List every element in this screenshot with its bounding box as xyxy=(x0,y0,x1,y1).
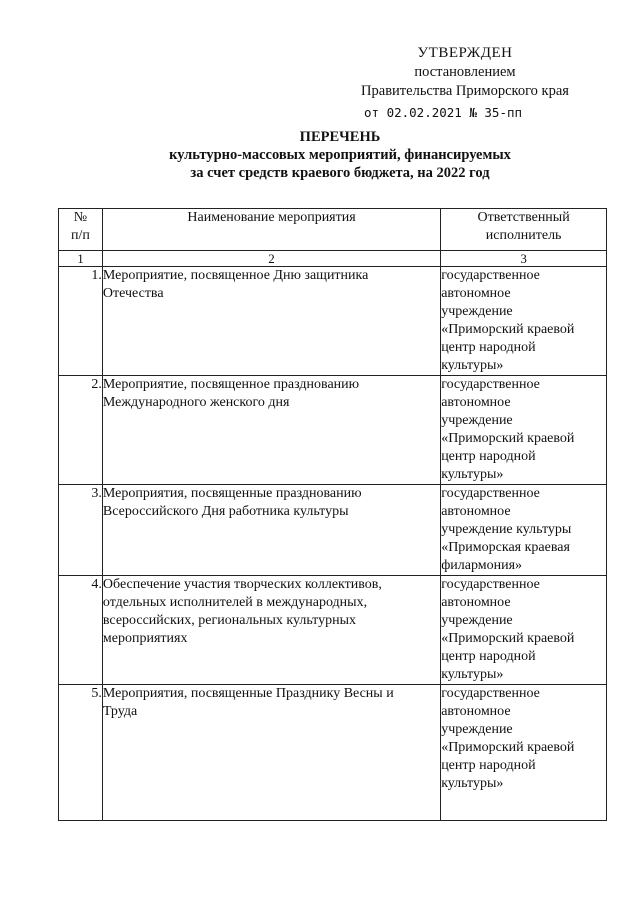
event-name xyxy=(102,485,440,576)
responsible-line: центр народной xyxy=(441,758,536,773)
row-number: 2. xyxy=(59,376,103,485)
responsible-executor xyxy=(441,485,607,576)
responsible-line: автономное xyxy=(441,395,511,410)
approval-line-decree: постановлением xyxy=(414,64,516,80)
responsible-line: культуры» xyxy=(441,358,504,373)
responsible-line: государственное xyxy=(441,268,540,283)
table-header-row xyxy=(59,209,607,251)
event-name xyxy=(102,376,440,485)
responsible-line: учреждение xyxy=(441,304,513,319)
responsible-line: «Приморский краевой xyxy=(441,431,575,446)
event-name-line: Всероссийского Дня работника культуры xyxy=(102,504,349,519)
event-name-line: Международного женского дня xyxy=(102,395,290,410)
table-row xyxy=(59,376,607,485)
approval-stamp xyxy=(340,44,590,122)
event-name-line: мероприятиях xyxy=(102,631,188,646)
responsible-executor xyxy=(441,685,607,821)
responsible-line: учреждение xyxy=(441,613,513,628)
document-subtitle-line2: за счет средств краевого бюджета, на 2022 год xyxy=(190,165,490,181)
responsible-line: центр народной xyxy=(441,340,536,355)
row-number: 1. xyxy=(59,267,103,376)
responsible-line: «Приморский краевой xyxy=(441,631,575,646)
document-subtitle-line1: культурно-массовых мероприятий, финансируемых xyxy=(169,147,511,163)
event-name-line: Мероприятие, посвященное празднованию xyxy=(102,377,360,392)
column-number: 1 xyxy=(59,251,103,267)
responsible-line: государственное xyxy=(441,686,540,701)
responsible-line: государственное xyxy=(441,577,540,592)
event-name-line: Обеспечение участия творческих коллективов, xyxy=(102,577,382,592)
responsible-line: центр народной xyxy=(441,649,536,664)
event-name-line: отдельных исполнителей в международных, xyxy=(102,595,368,610)
responsible-line: автономное xyxy=(441,286,511,301)
event-name-line: Мероприятие, посвященное Дню защитника xyxy=(102,268,369,283)
header-responsible xyxy=(441,209,607,251)
event-name-line: Мероприятия, посвященные празднованию xyxy=(102,486,362,501)
header-responsible-line1: Ответственный xyxy=(477,210,570,225)
column-number-row xyxy=(59,251,607,267)
responsible-line: учреждение xyxy=(441,722,513,737)
responsible-executor xyxy=(441,267,607,376)
event-name-line: Мероприятия, посвященные Празднику Весны и xyxy=(102,686,394,701)
responsible-line: центр народной xyxy=(441,449,536,464)
responsible-line: «Приморский краевой xyxy=(441,322,575,337)
header-number-symbol: № xyxy=(73,210,88,225)
events-table xyxy=(58,208,607,821)
table-row xyxy=(59,685,607,821)
responsible-line: государственное xyxy=(441,486,540,501)
responsible-line: учреждение культуры xyxy=(441,522,572,537)
approval-line-government: Правительства Приморского края xyxy=(361,83,569,99)
event-name xyxy=(102,685,440,821)
event-name-line: Труда xyxy=(102,704,138,719)
table-row xyxy=(59,485,607,576)
event-name-line: Отечества xyxy=(102,286,164,301)
row-number: 5. xyxy=(59,685,103,821)
responsible-executor xyxy=(441,576,607,685)
header-responsible-line2: исполнитель xyxy=(485,228,562,243)
table-row xyxy=(59,576,607,685)
header-number-abbrev: п/п xyxy=(71,228,90,243)
column-number: 3 xyxy=(441,251,607,267)
document-title: ПЕРЕЧЕНЬ xyxy=(299,129,381,145)
responsible-line: «Приморская краевая xyxy=(441,540,570,555)
responsible-line: «Приморский краевой xyxy=(441,740,575,755)
responsible-line: учреждение xyxy=(441,413,513,428)
responsible-line: культуры» xyxy=(441,667,504,682)
responsible-line: культуры» xyxy=(441,776,504,791)
responsible-line: государственное xyxy=(441,377,540,392)
column-number: 2 xyxy=(102,251,440,267)
event-name xyxy=(102,267,440,376)
header-event-name: Наименование мероприятия xyxy=(102,209,440,251)
table-row xyxy=(59,267,607,376)
responsible-line: культуры» xyxy=(441,467,504,482)
responsible-line: автономное xyxy=(441,595,511,610)
row-number: 4. xyxy=(59,576,103,685)
approval-date-number: от 02.02.2021 № 35-пп xyxy=(364,105,523,120)
responsible-line: автономное xyxy=(441,504,511,519)
header-number xyxy=(59,209,103,251)
document-heading xyxy=(60,128,620,182)
responsible-line: автономное xyxy=(441,704,511,719)
event-name-line: всероссийских, региональных культурных xyxy=(102,613,357,628)
responsible-executor xyxy=(441,376,607,485)
event-name xyxy=(102,576,440,685)
approval-title: УТВЕРЖДЕН xyxy=(417,45,513,61)
responsible-line: филармония» xyxy=(441,558,523,573)
row-number: 3. xyxy=(59,485,103,576)
